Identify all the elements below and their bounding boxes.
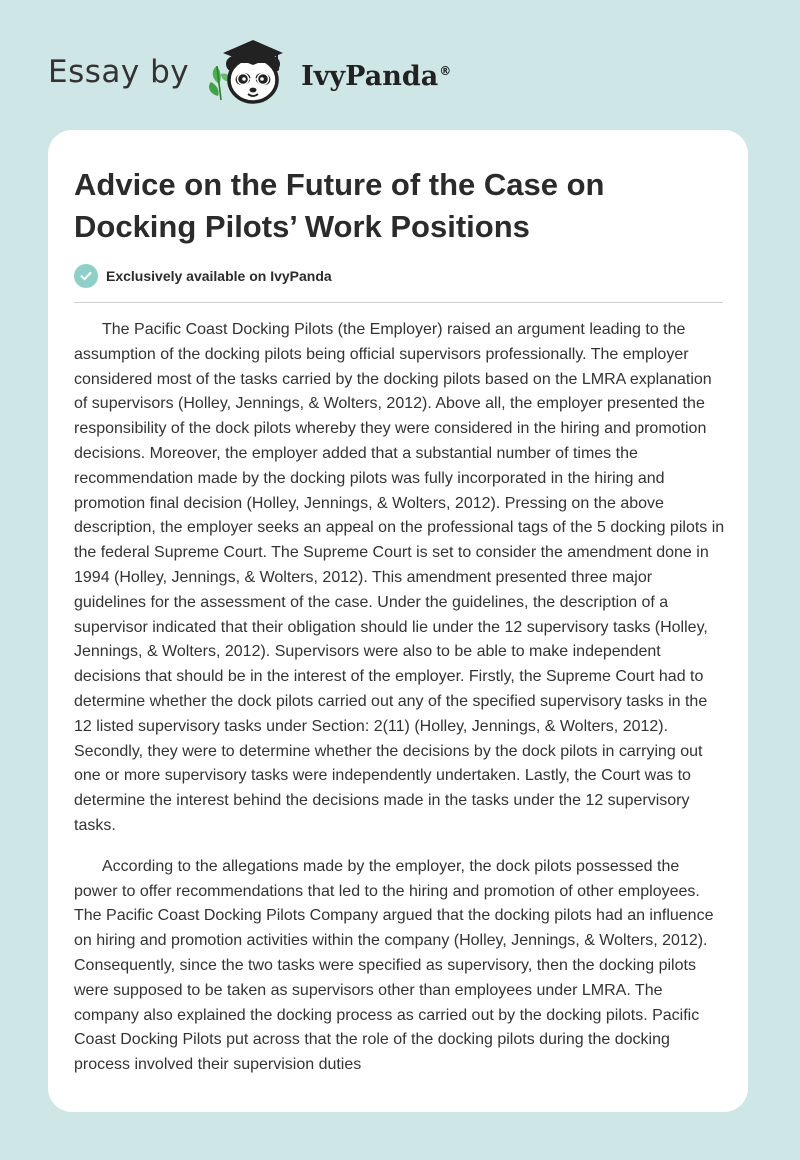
essay-by-label: Essay by <box>48 54 190 90</box>
panda-logo-icon[interactable] <box>205 34 295 110</box>
essay-body <box>74 318 726 1084</box>
site-header <box>48 34 451 110</box>
registered-mark: ® <box>439 63 452 78</box>
paragraph: The Pacific Coast Docking Pilots (the Employer) raised an argument leading to the assumption of the docking pilots being official supervisors professionally. The employer considered most of the tasks carried by the docking pilots based on the LMRA explanation of supervisors (Holley, Jennings, & Wolters, 2012). Above all, the employer presented the responsibility of the dock pilots whereby they were considered in the hiring and promotion decisions. Moreover, the employer added that a substantial number of times the recommendation made by the docking pilots was fully incorporated in the hiring and promotion final decision (Holley, Jennings, & Wolters, 2012). Pressing on the above description, the employer seeks an appeal on the professional tags of the 5 docking pilots in the federal Supreme Court. The Supreme Court is set to consider the amendment done in 1994 (Holley, Jennings, & Wolters, 2012). This amendment presented three major guidelines for the assessment of the case. Under the guidelines, the description of a supervisor indicated that their obligation should lie under the 12 supervisory tasks (Holley, Jennings, & Wolters, 2012). Supervisors were also to be able to make independent decisions that should be in the interest of the employer. Firstly, the Supreme Court had to determine whether the dock pilots carried out any of the specified supervisory tasks in the 12 listed supervisory tasks under Section: 2(11) (Holley, Jennings, & Wolters, 2012). Secondly, they were to determine whether the decisions by the dock pilots in carrying out one or more supervisory tasks were independently undertaken. Lastly, the Court was to determine the interest behind the decisions made in the tasks under the 12 supervisory tasks. <box>74 321 725 834</box>
check-icon <box>74 264 98 288</box>
essay-card <box>48 130 748 1112</box>
essay-title: Advice on the Future of the Case on Docking Pilots’ Work Positions <box>74 167 605 244</box>
brand-name[interactable] <box>301 61 451 92</box>
brand-text: IvyPanda <box>301 60 439 92</box>
exclusive-badge <box>74 264 332 288</box>
exclusive-label: Exclusively available on IvyPanda <box>106 268 332 284</box>
divider <box>74 302 723 303</box>
paragraph: According to the allegations made by the employer, the dock pilots possessed the power to offer recommendations that led to the hiring and promotion of other employees. The Pacific Coast Docking Pilots Company argued that the docking pilots had an influence on hiring and promotion activities within the company (Holley, Jennings, & Wolters, 2012). Consequently, since the two tasks were specified as supervisory, then the docking pilots were supposed to be taken as supervisors other than employees under LMRA. The company also explained the docking process as carried out by the docking pilots. Pacific Coast Docking Pilots put across that the role of the docking pilots during the docking process involved their supervision duties <box>74 857 714 1074</box>
